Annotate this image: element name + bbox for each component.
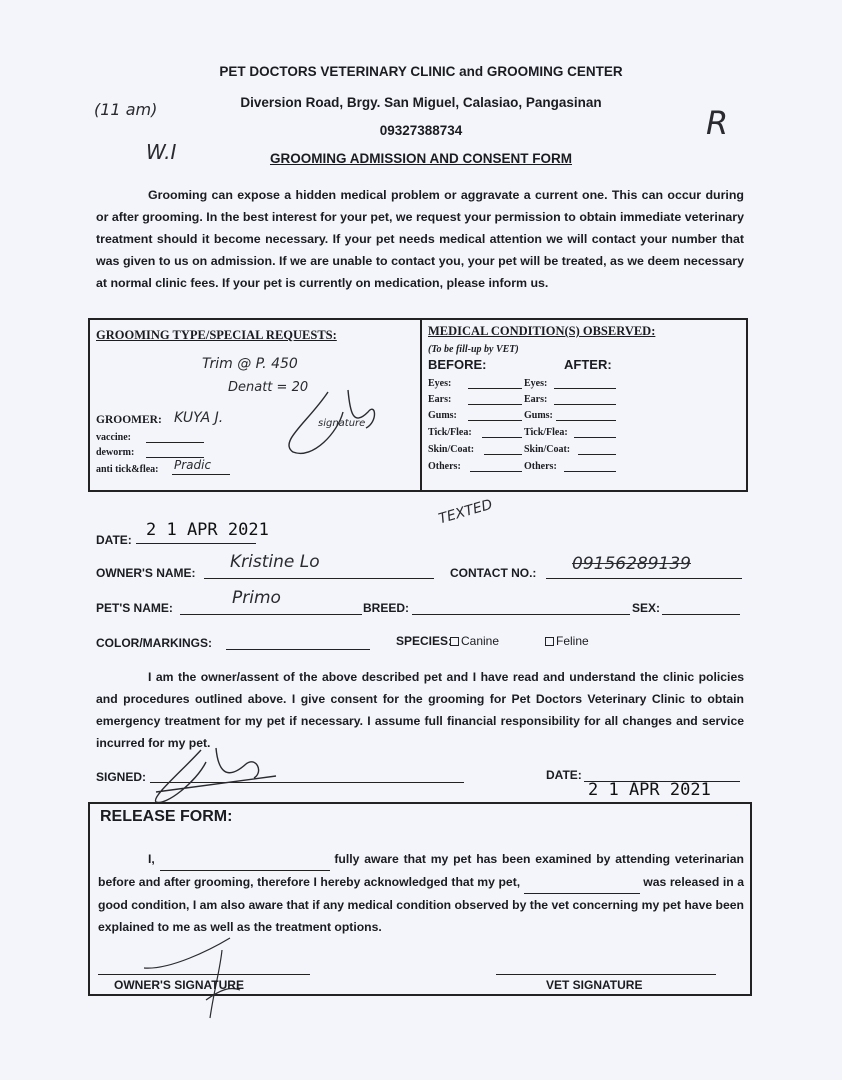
pet-name-line [180,614,362,615]
clinic-phone: 09327388734 [379,123,463,138]
after-gums-line [556,420,616,421]
signed-date-stamp: 2 1 APR 2021 [588,780,711,800]
walk-in-annotation: W.I [146,140,177,164]
anti-tick-label: anti tick&flea: [96,464,159,475]
breed-label: BREED: [363,601,410,615]
feline-label: Feline [556,634,589,648]
contact-value: 09156289139 [572,554,691,574]
form-title: GROOMING ADMISSION AND CONSENT FORM [270,151,572,166]
anti-tick-value: Pradic [174,458,212,472]
before-tick: Tick/Flea: [428,427,472,438]
groomer-value: KUYA J. [174,410,224,426]
date-line [136,543,256,544]
release-paragraph [98,848,744,938]
signature-note: signature [318,418,366,429]
species-canine-option[interactable] [450,634,499,648]
feline-checkbox[interactable] [545,637,554,646]
owner-signature-scribble [146,742,296,808]
pet-name-label: PET'S NAME: [96,601,173,615]
color-markings-line [226,649,370,650]
owner-name-value: Kristine Lo [230,552,320,572]
groomer-label: GROOMER: [96,414,162,426]
vet-signature-label: VET SIGNATURE [546,978,643,992]
grooming-request-2: Denatt = 20 [228,380,309,395]
deworm-label: deworm: [96,447,135,458]
after-others: Others: [524,461,557,472]
before-gums-line [468,420,522,421]
vaccine-line [146,442,204,443]
after-skin: Skin/Coat: [524,444,571,455]
sex-label: SEX: [632,601,661,615]
time-annotation: (11 am) [94,100,158,119]
contact-label: CONTACT NO.: [450,566,537,580]
release-text-2: fully aware that my pet has been examined by attending veterinarian before and after grooming, therefore I hereby acknowledged that my pet, [98,852,744,889]
owner-release-signature-scribble [140,930,250,1022]
intro-paragraph: Grooming can expose a hidden medical problem or aggravate a current one. This can occur during or after grooming. In the best interest for your pet, we request your permission to obtain immediate veterinary treatment should it become necessary. If your pet needs medical attention we will contact your number that was given to us on admission. If we are unable to contact you, your pet will be treated, as we deem necessary at normal clinic fees. If your pet is currently on medication, please inform us. [96,188,744,290]
release-text-3: was released in a good condition, I am also aware that if any medical condition observed by the vet concerning my pet have been explained to me as well as the treatment options. [98,875,744,934]
owner-name-line [204,578,434,579]
clinic-address: Diversion Road, Brgy. San Miguel, Calasiao, Pangasinan [240,95,602,110]
before-ears: Ears: [428,394,452,405]
pet-name-value: Primo [232,588,281,608]
after-skin-line [578,454,616,455]
date-stamp: 2 1 APR 2021 [146,520,269,540]
release-form-box [88,802,752,996]
before-eyes: Eyes: [428,378,452,389]
before-tick-line [482,437,522,438]
color-markings-label: COLOR/MARKINGS: [96,636,212,650]
breed-line [412,614,630,615]
vet-signature-line [496,974,716,975]
before-others-line [470,471,522,472]
after-tick-line [574,437,616,438]
release-pet-blank[interactable] [524,871,640,894]
after-eyes: Eyes: [524,378,548,389]
species-label: SPECIES: [396,634,453,648]
before-ears-line [468,404,522,405]
box-divider [420,320,422,490]
grooming-request-1: Trim @ P. 450 [202,356,298,372]
after-ears-line [554,404,616,405]
after-ears: Ears: [524,394,548,405]
release-heading: RELEASE FORM: [100,808,233,825]
consent-paragraph: I am the owner/assent of the above described pet and I have read and understand the clinic policies and procedures outlined above. I give consent for the grooming for Pet Doctors Veterinary Clinic to obtain emergency treatment for my pet if necessary. I assume full financial responsibility for all changes and service incurred for my pet. [96,670,744,750]
signed-label: SIGNED: [96,770,147,784]
after-eyes-line [554,388,616,389]
texted-note: TEXTED [436,496,495,528]
before-skin: Skin/Coat: [428,444,475,455]
release-owner-blank[interactable] [160,848,330,871]
before-gums: Gums: [428,410,457,421]
clinic-name: PET DOCTORS VETERINARY CLINIC and GROOMING CENTER [219,64,623,79]
vaccine-label: vaccine: [96,432,131,443]
medical-heading: MEDICAL CONDITION(S) OBSERVED: [428,324,656,338]
release-i: I, [148,852,155,866]
anti-tick-line [172,474,230,475]
grooming-medical-box [88,318,748,492]
owner-name-label: OWNER'S NAME: [96,566,196,580]
before-eyes-line [468,388,522,389]
after-others-line [564,471,616,472]
canine-label: Canine [461,634,500,648]
before-heading: BEFORE: [428,357,487,372]
before-skin-line [484,454,522,455]
after-heading: AFTER: [564,357,612,372]
after-gums: Gums: [524,410,553,421]
canine-checkbox[interactable] [450,637,459,646]
owner-signature-label: OWNER'S SIGNATURE [114,978,244,992]
grooming-heading: GROOMING TYPE/SPECIAL REQUESTS: [96,328,337,342]
after-tick: Tick/Flea: [524,427,568,438]
before-others: Others: [428,461,461,472]
sex-line [662,614,740,615]
signed-date-label: DATE: [546,768,582,782]
letter-annotation: R [706,104,729,142]
date-label: DATE: [96,533,132,547]
species-feline-option[interactable] [545,634,589,648]
contact-line [546,578,742,579]
medical-note: (To be fill-up by VET) [428,344,519,355]
